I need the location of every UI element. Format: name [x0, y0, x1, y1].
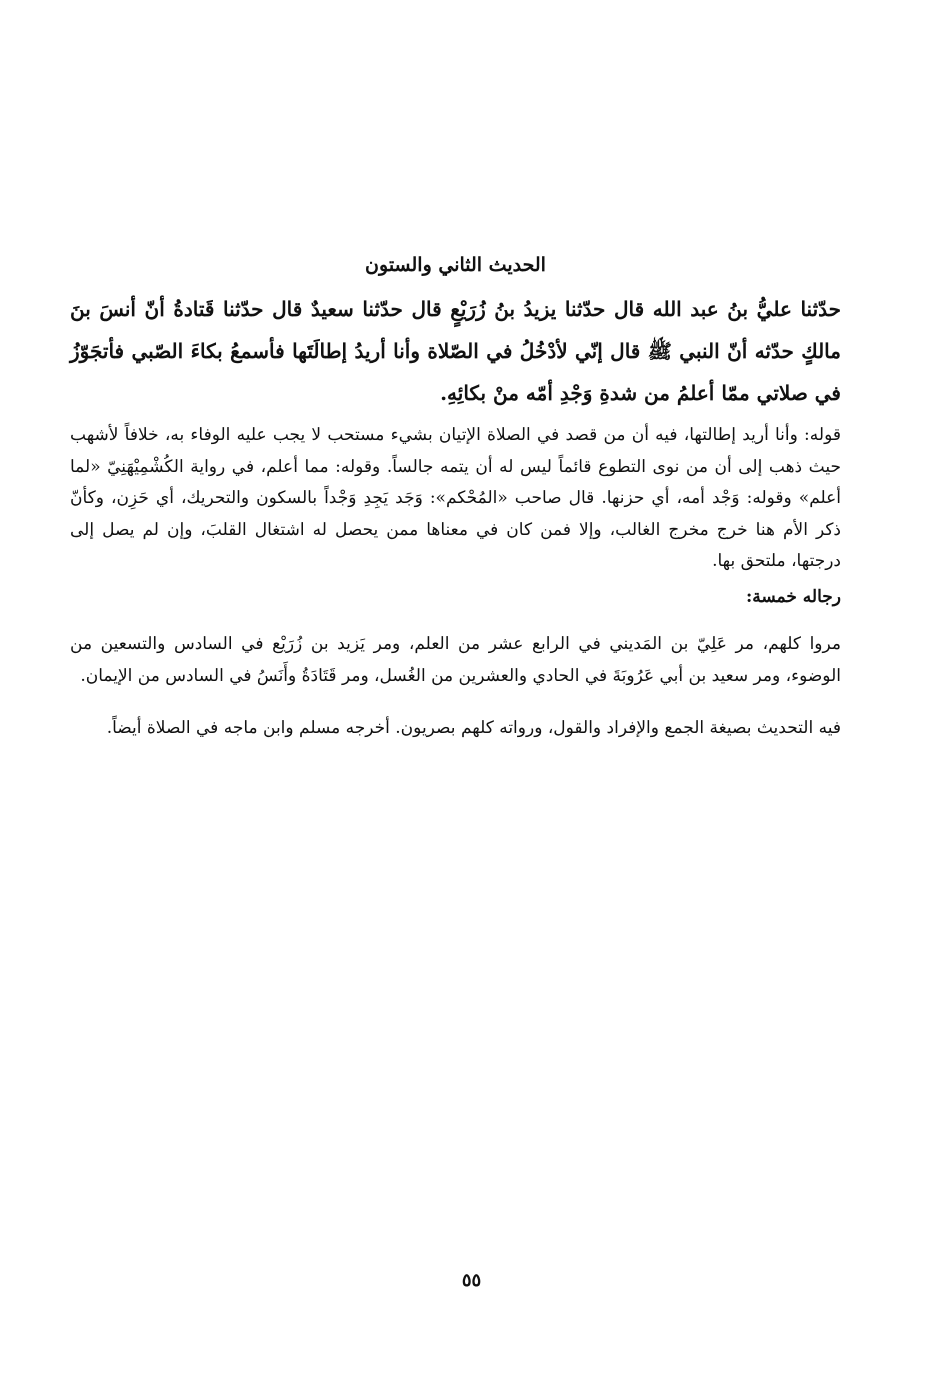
- subtleties-paragraph: فيه التحديث بصيغة الجمع والإفراد والقول، ورواته كلهم بصريون. أخرجه مسلم وابن ماجه في الصلاة أيضاً.: [106, 717, 841, 738]
- narrators-heading: رجاله خمسة:: [745, 586, 841, 607]
- hadith-text: حدّثنا عليُّ بنُ عبد الله قال حدّثنا يزيدُ بنُ زُرَيْعٍ قال حدّثنا سعيدٌ قال حدّثنا قَتادةُ أنّ أنسَ بنَ مالكٍ حدّثه أنّ النبي ﷺ قال إنّي لأدْخُلُ في الصّلاة وأنا أريدُ إطالَتَها فأسمعُ بكاءَ الصّبي فأتجَوّزُ في صلاتي ممّا أعلمُ من شدةِ وَجْدِ أمّه منْ بكائِهِ.: [70, 297, 841, 405]
- commentary-paragraph: قوله: وأنا أريد إطالتها، فيه أن من قصد في الصلاة الإتيان بشيء مستحب لا يجب عليه الوفاء به، خلافاً لأشهب حيث ذهب إلى أن من نوى التطوع قائماً ليس له أن يتمه جالساً. وقوله: مما أعلم، في رواية الكُشْمِيْهَنِيّ «لما أعلم» وقوله: وَجْد أمه، أي حزنها. قال صاحب «المُحْكم»: وَجَد يَجِدِ وَجْداً بالسكون والتحريك، أي حَزِن، وكأنّ ذكر الأم هنا خرج مخرج الغالب، وإلا فمن كان في معناها ممن يحصل له اشتغال القلبَ، وإن لم يصل إلى درجتها، ملتحق بها.: [70, 425, 842, 571]
- narrators-paragraph: مروا كلهم، مر عَلِيّ بن المَديني في الرابع عشر من العلم، ومر يَزيد بن زُرَيْع في السادس والتسعين من الوضوء، ومر سعيد بن أبي عَرُوبَةَ في الحادي والعشرين من الغُسل، ومر قَتَادَةُ وأَنَسُ في السادس من الإيمان.: [70, 633, 841, 686]
- hadith-title: الحديث الثاني والستون: [365, 254, 546, 276]
- page-content: [70, 250, 841, 764]
- page-number: ٥٥: [461, 1270, 482, 1291]
